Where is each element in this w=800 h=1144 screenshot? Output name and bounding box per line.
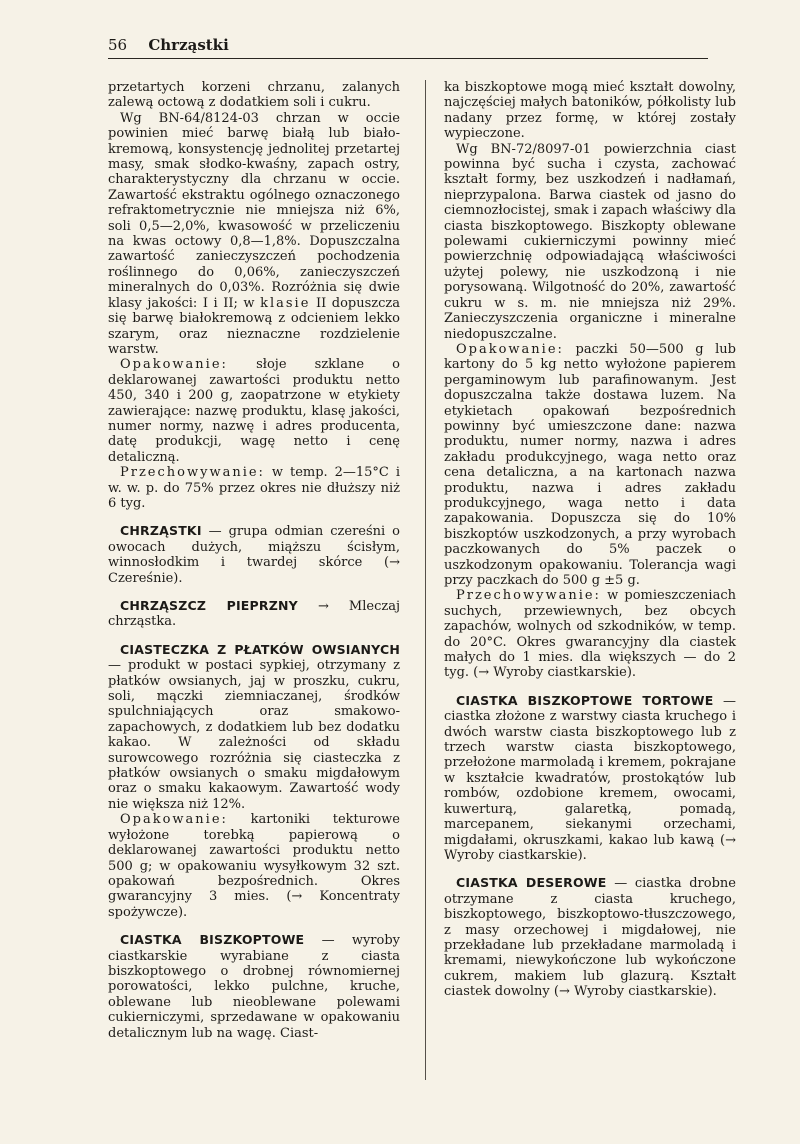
dictionary-entry [108,642,400,812]
paragraph: ka biszkoptowe mogą mieć kształt dowolny, najczęściej małych batoników, półkolisty lub nadany przez formę, w której zostały wypieczone. [444,80,736,142]
entry-text: → Mleczaj chrząstka. [108,599,400,630]
entry-text: — ciastka złożone z warstwy ciasta kruchego i dwóch warstw ciasta biszkoptowego lub z trzech warstw ciasta biszkoptowego, przełożone marmoladą i kremem, pokrajane w kształcie kwadratów, prostokątów lub rombów, ozdobione kremem, owocami, kuwerturą, galaretką, pomadą, marcepanem, siekanymi orzechami, migdałami, okruszkami, kakao lub kawą (→ Wyroby ciastkarskie). [444,693,736,863]
text: II dopuszcza się barwę białokremową z odcieniem lekko szarym, oraz nieznaczne rozdzielenie warstw. [108,295,400,357]
entry-heading: CHRZĄSTKI [120,523,202,539]
entry-heading: CIASTKA DESEROWE [456,875,607,891]
spaced-label: Przechowywanie: [120,465,265,481]
left-column [108,80,400,1041]
entry-heading: CIASTKA BISZKOPTOWE TORTOWE [456,692,714,708]
dictionary-entry [444,693,736,863]
spaced-label: Opakowanie: [120,812,228,828]
spaced-label: Opakowanie: [456,341,564,357]
spaced-label: Przechowywanie: [456,588,601,604]
entry-heading: CIASTKA BISZKOPTOWE [120,932,305,948]
paragraph [444,588,736,680]
page-header [108,36,708,59]
text: kartoniki tekturowe wyłożone torebką papierową o deklarowanej zawartości produktu netto 500 g; w opakowaniu wysyłkowym 32 szt. opakowań bezpośrednich. Okres gwarancyjny 3 mies. (→ Koncentraty spożywcze). [108,812,400,920]
text: paczki 50—500 g lub kartony do 5 kg netto wyłożone papierem pergaminowym lub parafinowanym. Jest dopuszczalna także dostawa luzem. Na etykietach opakowań bezpośrednich powinny być umieszczone dane: nazwa produktu, numer normy, nazwa i adres zakładu produkcyjnego, waga netto oraz cena detaliczna, a na kartonach nazwa produktu, nazwa i adres zakładu produkcyjnego, waga netto i data zapakowania. Dopuszcza się do 10% biszkoptów uszkodzonych, a przy wyrobach paczkowanych do 5% paczek o uszkodzonym opakowaniu. Tolerancja wagi przy paczkach do 500 g ±5 g. [444,341,736,588]
dictionary-entry [108,932,400,1041]
entry-text: — produkt w postaci sypkiej, otrzymany z płatków owsianych, jaj w proszku, cukru, soli, mączki ziemniaczanej, środków spulchniających oraz smakowo-zapachowych, z dodatkiem lub bez dodatku kakao. W zależności od składu surowcowego rozróżnia się ciasteczka z płatków owsianych o smaku migdałowym oraz o smaku kakaowym. Zawartość wody nie większa niż 12%. [108,658,400,812]
spaced-text: klasie [260,295,311,311]
text: w pomieszczeniach suchych, przewiewnych, bez obcych zapachów, wolnych od szkodników, w temp. do 20°C. Okres gwarancyjny dla ciastek małych do 1 mies. dla większych — do 2 tyg. (→ Wyroby ciastkarskie). [444,588,736,681]
dictionary-entry [108,598,400,630]
column-divider [425,80,426,1080]
text: w temp. 2—15°C i w. w. p. do 75% przez okres nie dłuższy niż 6 tyg. [108,465,400,511]
dictionary-entry [108,523,400,586]
paragraph: przetartych korzeni chrzanu, zalanych zalewą octową z dodatkiem soli i cukru. [108,80,400,111]
entry-text: — wyroby ciastkarskie wyrabiane z ciasta biszkoptowego o drobnej równomiernej porowatości, lekko pulchne, kruche, oblewane lub nieoblewane polewami cukierniczymi, sprzedawane w opakowaniu detalicznym lub na wagę. Ciast- [108,933,400,1041]
spaced-label: Opakowanie: [120,357,228,373]
page-number: 56 [108,36,128,54]
text: Wg BN-64/8124-03 chrzan w occie powinien mieć barwę białą lub biało-kremową, konsystencję jednolitej przetartej masy, smak słodko-kwaśny, zapach ostry, charakterystyczny dla chrzanu w occie. Zawartość ekstraktu ogólnego oznaczonego refraktometrycznie nie mniejsza niż 6%, soli 0,5—2,0%, kwasowość w przeliczeniu na kwas octowy 0,8—1,8%. Dopuszczalna zawartość zanieczyszczeń pochodzenia roślinnego do 0,06%, zanieczyszczeń mineralnych do 0,03%. Rozróżnia się dwie klasy jakości: I i II; w [108,110,400,311]
text: słoje szklane o deklarowanej zawartości produktu netto 450, 340 i 200 g, zaopatrzone w etykiety zawierające: nazwę produktu, klasę jakości, numer normy, nazwę i adres producenta, datę produkcji, wagę netto i cenę detaliczną. [108,357,400,465]
page-title: Chrząstki [148,36,229,54]
paragraph [444,342,736,589]
paragraph [108,465,400,511]
paragraph [108,812,400,920]
entry-text: — ciastka drobne otrzymane z ciasta kruchego, biszkoptowego, biszkoptowo-tłuszczowego, z masy orzechowej i migdałowej, nie przekładane lub przekładane marmoladą i kremami, niewykończone lub wykończone cukrem, makiem lub glazurą. Kształt ciastek dowolny (→ Wyroby ciastkarskie). [444,876,736,1000]
right-column [444,80,736,1000]
entry-heading: CIASTECZKA Z PŁATKÓW OWSIANYCH [120,641,400,657]
paragraph [108,357,400,465]
paragraph: Wg BN-72/8097-01 powierzchnia ciast powinna być sucha i czysta, zachować kształt formy, bez uszkodzeń i nadłamań, nieprzypalona. Barwa ciastek od jasno do ciemnozłocistej, smak i zapach właściwy dla ciasta biszkoptowego. Biszkopty oblewane polewami cukierniczymi powinny mieć powierzchnię odpowiadającą właściwości użytej polewy, nie uszkodzoną i nie porysowaną. Wilgotność do 20%, zawartość cukru w s. m. nie mniejsza niż 29%. Zanieczyszczenia organiczne i mineralne niedopuszczalne. [444,141,736,342]
entry-text: — grupa odmian czereśni o owocach dużych, miąższu ścisłym, winnosłodkim i twardej skórce (→ Czereśnie). [108,524,400,586]
dictionary-entry [444,875,736,999]
entry-heading: CHRZĄSZCZ PIEPRZNY [120,598,298,613]
paragraph [108,111,400,358]
